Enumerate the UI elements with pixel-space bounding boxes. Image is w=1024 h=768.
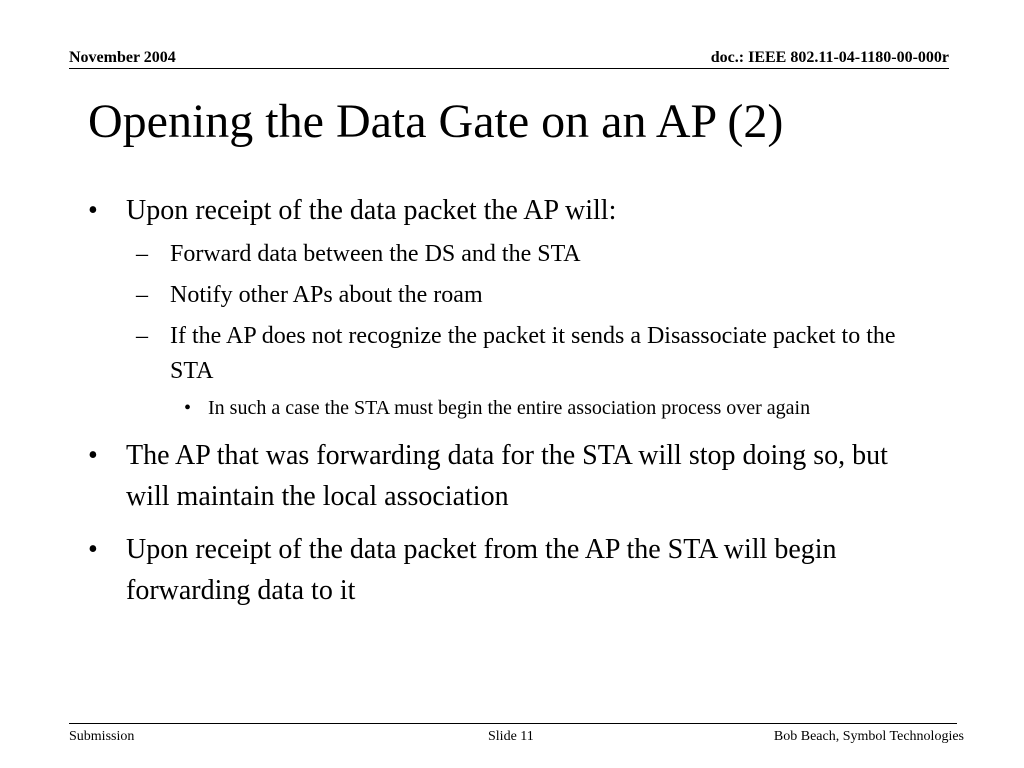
bullet-level1 [88, 190, 938, 231]
bullet-text: Upon receipt of the data packet the AP will: [126, 195, 617, 226]
bullet-level3 [88, 393, 938, 423]
footer-divider [69, 723, 957, 724]
slide-body [88, 190, 938, 611]
bullet-level2 [88, 237, 938, 272]
bullet-dot-icon: • [88, 195, 98, 226]
bullet-level2 [88, 319, 938, 389]
bullet-text: Notify other APs about the roam [170, 282, 483, 308]
bullet-level1 [88, 435, 938, 517]
header-divider [69, 68, 949, 69]
bullet-text: Upon receipt of the data packet from the AP the STA will begin forwarding data to it [126, 534, 837, 606]
header-doc-id: doc.: IEEE 802.11-04-1180-00-000r [710, 49, 949, 66]
bullet-dot-icon: • [88, 534, 98, 565]
bullet-dash-icon: – [136, 282, 148, 308]
footer-slide-number: Slide 11 [488, 729, 534, 744]
bullet-dash-icon: – [136, 241, 148, 267]
slide-title: Opening the Data Gate on an AP (2) [88, 95, 784, 148]
header-date: November 2004 [69, 49, 176, 66]
bullet-text: The AP that was forwarding data for the STA will stop doing so, but will maintain the local association [126, 440, 888, 512]
bullet-level2 [88, 278, 938, 313]
bullet-dot-icon: • [184, 397, 192, 419]
bullet-text: If the AP does not recognize the packet it sends a Disassociate packet to the STA [170, 323, 896, 384]
bullet-dash-icon: – [136, 323, 148, 349]
bullet-text: In such a case the STA must begin the entire association process over again [208, 397, 811, 419]
bullet-level1 [88, 529, 938, 611]
bullet-text: Forward data between the DS and the STA [170, 241, 581, 267]
bullet-dot-icon: • [88, 440, 98, 471]
footer-submission: Submission [69, 729, 135, 744]
footer-author: Bob Beach, Symbol Technologies [773, 729, 964, 744]
